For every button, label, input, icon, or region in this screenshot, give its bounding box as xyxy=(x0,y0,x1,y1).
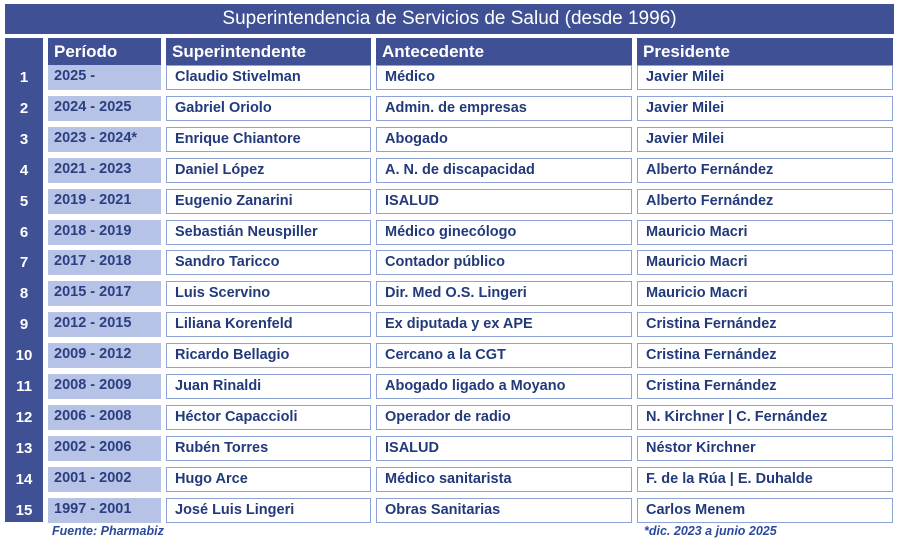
cell-superintendent: Héctor Capaccioli xyxy=(166,405,371,430)
cell-period: 2008 - 2009 xyxy=(48,374,161,399)
cell-background: Operador de radio xyxy=(376,405,632,430)
cell-president: Alberto Fernández xyxy=(637,189,893,214)
row-number: 4 xyxy=(19,162,29,179)
cell-period: 2012 - 2015 xyxy=(48,312,161,337)
row-number: 5 xyxy=(19,193,29,210)
row-number: 3 xyxy=(19,131,29,148)
cell-period: 2009 - 2012 xyxy=(48,343,161,368)
footnote: *dic. 2023 a junio 2025 xyxy=(644,524,777,538)
cell-period: 2019 - 2021 xyxy=(48,189,161,214)
cell-background: Ex diputada y ex APE xyxy=(376,312,632,337)
cell-president: Mauricio Macri xyxy=(637,281,893,306)
cell-president: Mauricio Macri xyxy=(637,250,893,275)
cell-period: 2023 - 2024* xyxy=(48,127,161,152)
header-superintendent: Superintendente xyxy=(166,38,371,66)
cell-background: Obras Sanitarias xyxy=(376,498,632,523)
source-note: Fuente: Pharmabiz xyxy=(52,524,164,538)
row-number: 2 xyxy=(19,100,29,117)
row-number: 15 xyxy=(15,502,33,519)
row-number: 1 xyxy=(19,69,29,86)
cell-superintendent: Eugenio Zanarini xyxy=(166,189,371,214)
cell-superintendent: Gabriel Oriolo xyxy=(166,96,371,121)
table-title: Superintendencia de Servicios de Salud (desde 1996) xyxy=(5,4,894,34)
row-number: 12 xyxy=(15,409,33,426)
cell-background: Médico sanitarista xyxy=(376,467,632,492)
cell-president: Mauricio Macri xyxy=(637,220,893,245)
cell-superintendent: Juan Rinaldi xyxy=(166,374,371,399)
header-period: Período xyxy=(48,38,161,66)
cell-president: Carlos Menem xyxy=(637,498,893,523)
row-number: 7 xyxy=(19,254,29,271)
cell-president: Cristina Fernández xyxy=(637,343,893,368)
cell-period: 2025 - xyxy=(48,65,161,90)
cell-superintendent: Hugo Arce xyxy=(166,467,371,492)
row-number: 8 xyxy=(19,285,29,302)
cell-background: Médico ginecólogo xyxy=(376,220,632,245)
cell-period: 2002 - 2006 xyxy=(48,436,161,461)
cell-background: Cercano a la CGT xyxy=(376,343,632,368)
cell-period: 2017 - 2018 xyxy=(48,250,161,275)
cell-superintendent: Liliana Korenfeld xyxy=(166,312,371,337)
cell-period: 1997 - 2001 xyxy=(48,498,161,523)
row-number: 14 xyxy=(15,471,33,488)
cell-period: 2015 - 2017 xyxy=(48,281,161,306)
cell-superintendent: Claudio Stivelman xyxy=(166,65,371,90)
cell-background: ISALUD xyxy=(376,189,632,214)
cell-period: 2021 - 2023 xyxy=(48,158,161,183)
row-number: 6 xyxy=(19,224,29,241)
cell-background: Dir. Med O.S. Lingeri xyxy=(376,281,632,306)
cell-president: Javier Milei xyxy=(637,96,893,121)
cell-background: Admin. de empresas xyxy=(376,96,632,121)
row-number: 9 xyxy=(19,316,29,333)
cell-president: Javier Milei xyxy=(637,65,893,90)
cell-superintendent: Enrique Chiantore xyxy=(166,127,371,152)
cell-president: Alberto Fernández xyxy=(637,158,893,183)
cell-background: Abogado ligado a Moyano xyxy=(376,374,632,399)
header-president: Presidente xyxy=(637,38,893,66)
cell-background: ISALUD xyxy=(376,436,632,461)
cell-president: N. Kirchner | C. Fernández xyxy=(637,405,893,430)
header-background: Antecedente xyxy=(376,38,632,66)
cell-period: 2001 - 2002 xyxy=(48,467,161,492)
cell-president: Néstor Kirchner xyxy=(637,436,893,461)
row-number: 10 xyxy=(15,347,33,364)
cell-superintendent: Rubén Torres xyxy=(166,436,371,461)
cell-background: Contador público xyxy=(376,250,632,275)
cell-superintendent: Sebastián Neuspiller xyxy=(166,220,371,245)
cell-superintendent: Ricardo Bellagio xyxy=(166,343,371,368)
cell-president: Cristina Fernández xyxy=(637,374,893,399)
row-number: 11 xyxy=(16,378,32,395)
cell-period: 2018 - 2019 xyxy=(48,220,161,245)
cell-background: A. N. de discapacidad xyxy=(376,158,632,183)
cell-superintendent: José Luis Lingeri xyxy=(166,498,371,523)
cell-period: 2006 - 2008 xyxy=(48,405,161,430)
cell-superintendent: Daniel López xyxy=(166,158,371,183)
cell-superintendent: Luis Scervino xyxy=(166,281,371,306)
cell-background: Abogado xyxy=(376,127,632,152)
cell-superintendent: Sandro Taricco xyxy=(166,250,371,275)
cell-president: Cristina Fernández xyxy=(637,312,893,337)
cell-background: Médico xyxy=(376,65,632,90)
cell-president: Javier Milei xyxy=(637,127,893,152)
row-number: 13 xyxy=(15,440,33,457)
cell-president: F. de la Rúa | E. Duhalde xyxy=(637,467,893,492)
cell-period: 2024 - 2025 xyxy=(48,96,161,121)
